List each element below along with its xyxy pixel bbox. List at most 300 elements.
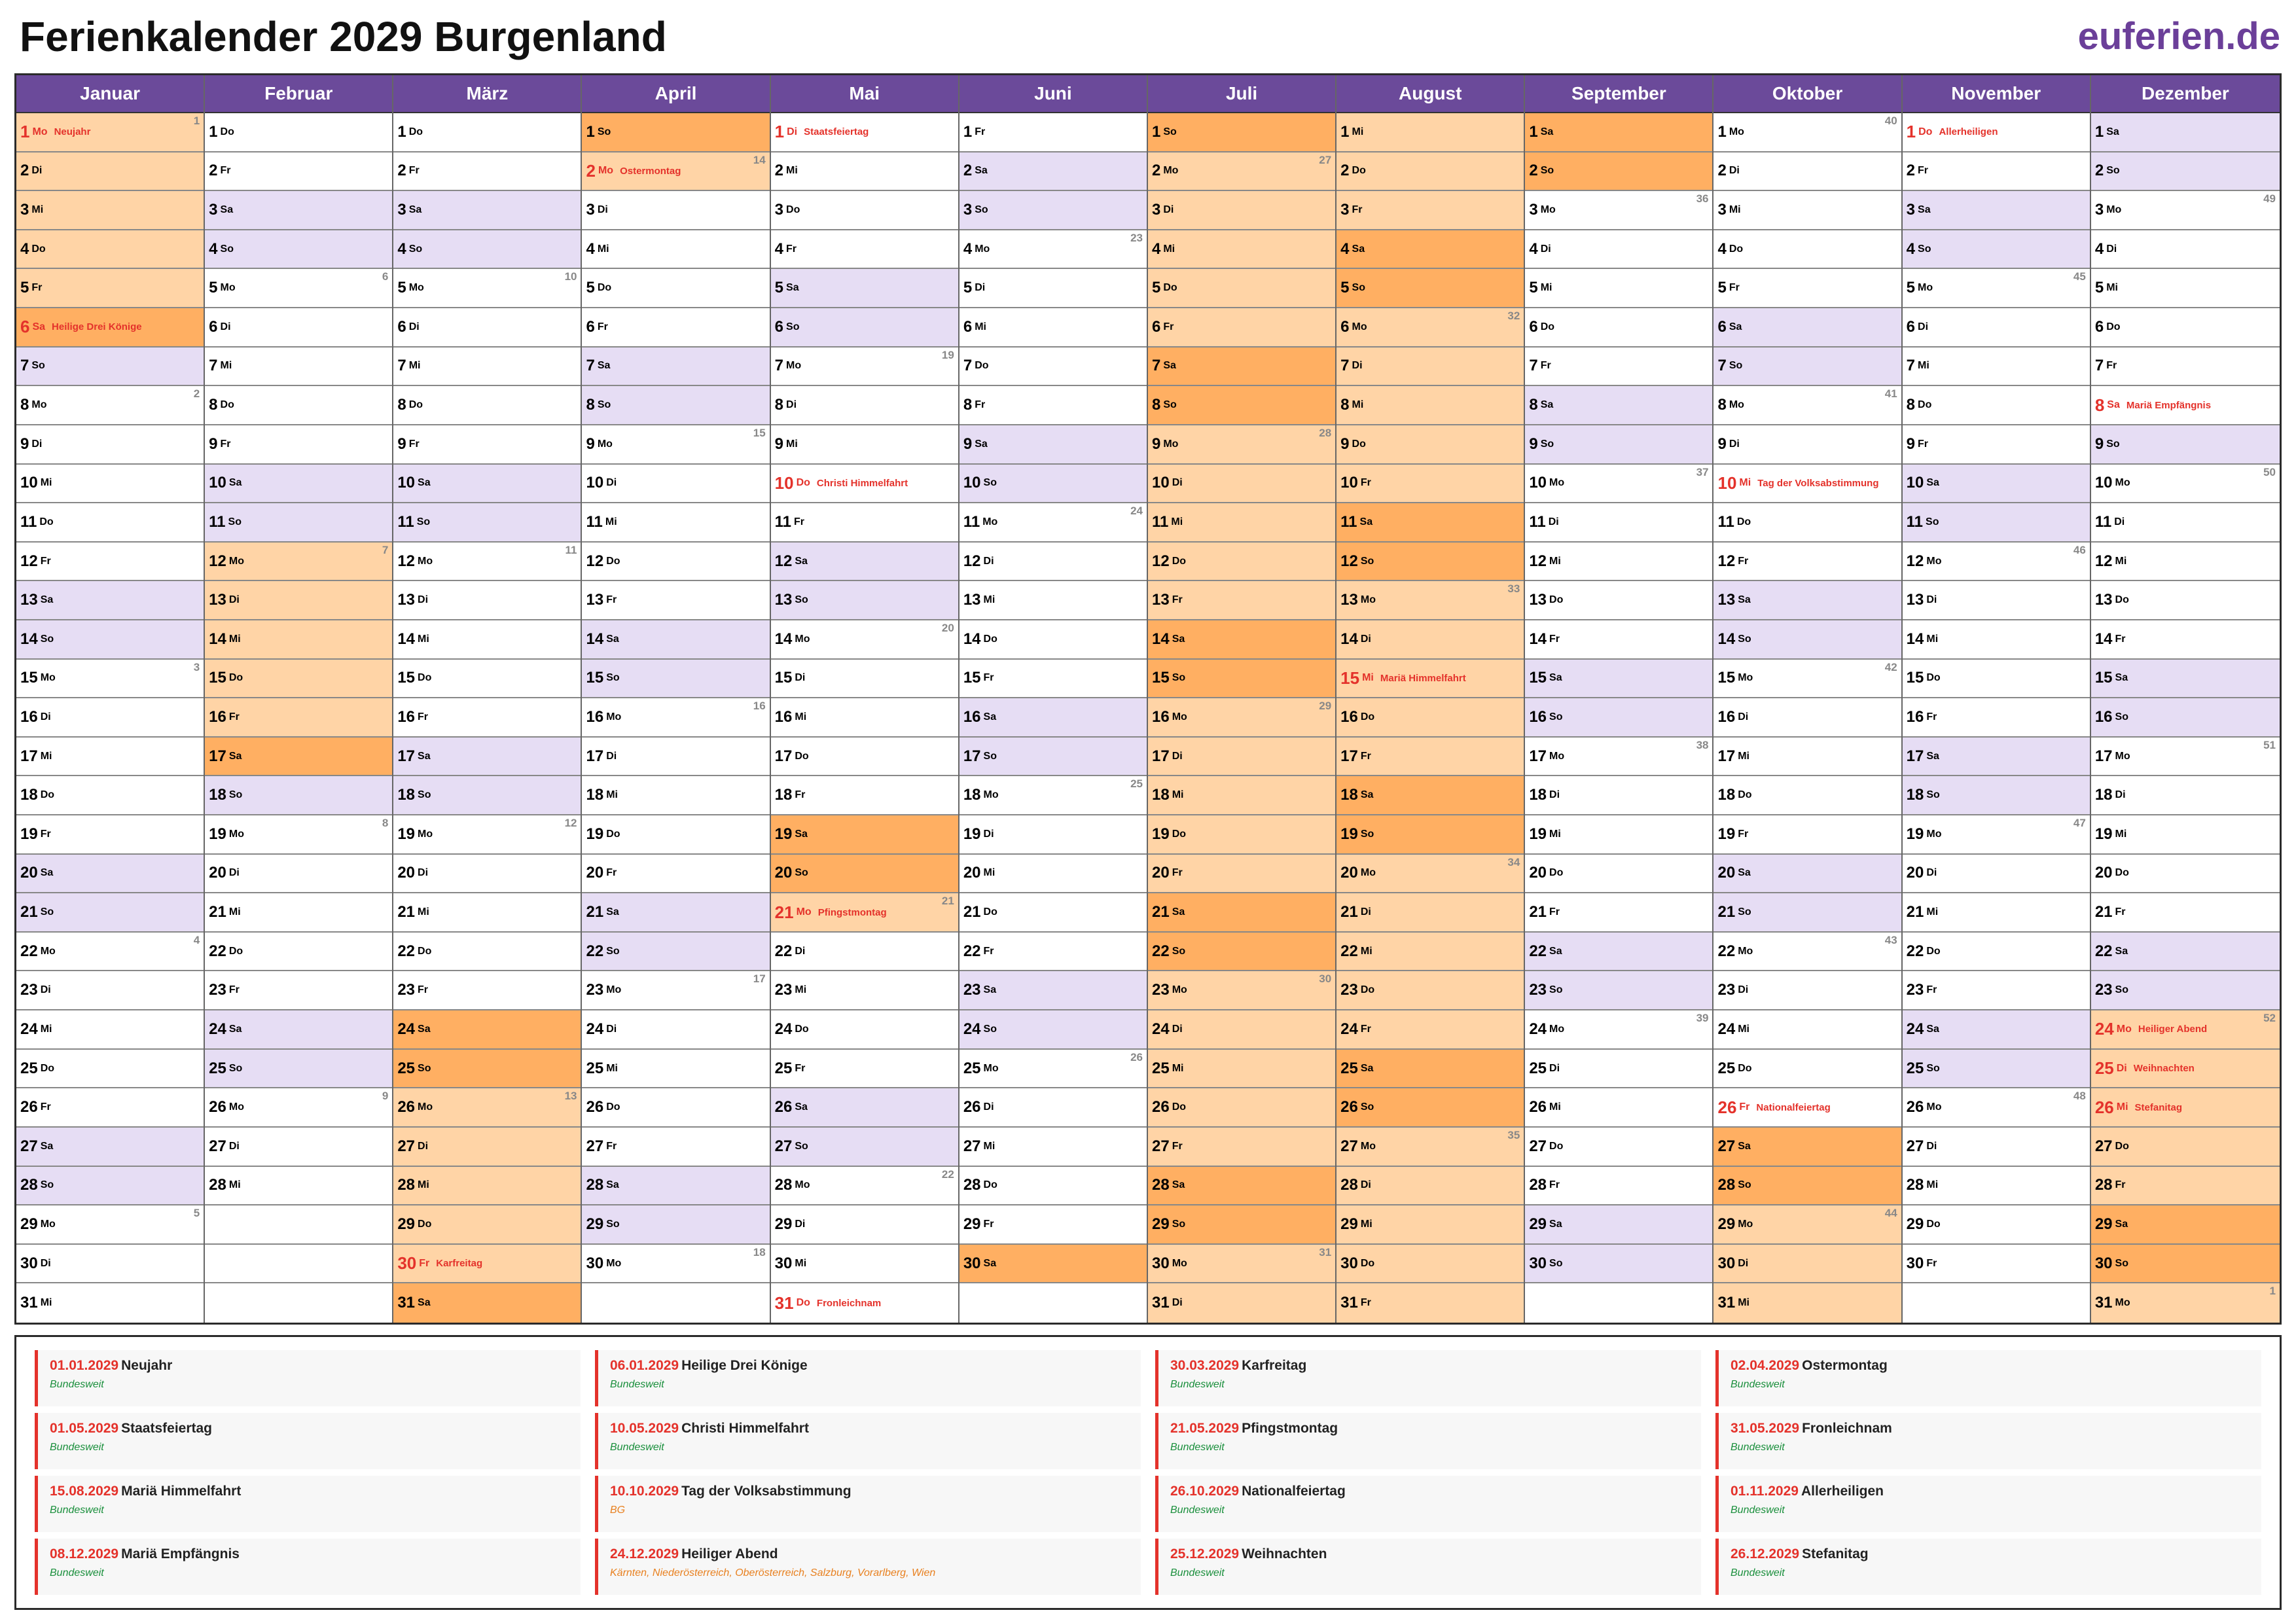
day-cell[interactable] <box>1525 152 1712 192</box>
day-cell[interactable] <box>205 152 392 192</box>
day-cell[interactable] <box>1903 503 2090 543</box>
day-cell[interactable] <box>393 1088 581 1128</box>
day-cell[interactable] <box>771 1283 958 1323</box>
day-cell[interactable] <box>2091 1283 2280 1323</box>
day-cell[interactable] <box>960 698 1147 738</box>
day-cell[interactable] <box>16 738 204 777</box>
day-cell[interactable] <box>1903 230 2090 270</box>
day-cell[interactable] <box>582 893 769 933</box>
day-cell[interactable] <box>2091 425 2280 465</box>
day-cell[interactable] <box>582 191 769 230</box>
day-cell[interactable] <box>2091 893 2280 933</box>
day-cell[interactable] <box>1525 1245 1712 1284</box>
day-cell[interactable] <box>960 1010 1147 1050</box>
day-cell[interactable] <box>2091 1088 2280 1128</box>
day-cell[interactable] <box>1336 465 1524 504</box>
day-cell[interactable] <box>1525 1010 1712 1050</box>
day-cell[interactable] <box>1336 1245 1524 1284</box>
day-cell[interactable] <box>16 1010 204 1050</box>
day-cell[interactable] <box>393 1245 581 1284</box>
day-cell[interactable] <box>393 815 581 855</box>
day-cell[interactable] <box>1525 776 1712 815</box>
day-cell[interactable] <box>16 698 204 738</box>
day-cell[interactable] <box>16 660 204 699</box>
day-cell[interactable] <box>205 933 392 972</box>
day-cell[interactable] <box>1903 269 2090 308</box>
day-cell[interactable] <box>16 933 204 972</box>
day-cell[interactable] <box>2091 1167 2280 1206</box>
day-cell[interactable] <box>1336 738 1524 777</box>
day-cell[interactable] <box>16 1205 204 1245</box>
day-cell[interactable] <box>2091 1128 2280 1167</box>
day-cell[interactable] <box>1148 191 1335 230</box>
day-cell[interactable] <box>16 1167 204 1206</box>
day-cell[interactable] <box>205 581 392 620</box>
day-cell[interactable] <box>2091 776 2280 815</box>
day-cell[interactable] <box>1336 660 1524 699</box>
day-cell[interactable] <box>771 1050 958 1089</box>
day-cell[interactable] <box>205 855 392 894</box>
brand-logo[interactable]: euferien.de <box>2077 15 2280 58</box>
day-cell[interactable] <box>2091 113 2280 152</box>
day-cell[interactable] <box>582 776 769 815</box>
day-cell[interactable] <box>582 543 769 582</box>
day-cell[interactable] <box>582 1088 769 1128</box>
day-cell[interactable] <box>771 893 958 933</box>
day-cell[interactable] <box>1148 230 1335 270</box>
day-cell[interactable] <box>960 660 1147 699</box>
day-cell[interactable] <box>771 660 958 699</box>
day-cell[interactable] <box>16 1283 204 1323</box>
day-cell[interactable] <box>205 660 392 699</box>
day-cell[interactable] <box>393 191 581 230</box>
day-cell[interactable] <box>393 269 581 308</box>
day-cell[interactable] <box>1903 815 2090 855</box>
day-cell[interactable] <box>960 269 1147 308</box>
day-cell[interactable] <box>1336 855 1524 894</box>
day-cell[interactable] <box>393 113 581 152</box>
day-cell[interactable] <box>771 425 958 465</box>
day-cell[interactable] <box>393 1050 581 1089</box>
day-cell[interactable] <box>1148 503 1335 543</box>
day-cell[interactable] <box>1148 1050 1335 1089</box>
day-cell[interactable] <box>393 738 581 777</box>
day-cell[interactable] <box>205 230 392 270</box>
day-cell[interactable] <box>2091 1010 2280 1050</box>
day-cell[interactable] <box>771 503 958 543</box>
day-cell[interactable] <box>1713 738 1901 777</box>
day-cell[interactable] <box>1148 113 1335 152</box>
day-cell[interactable] <box>960 113 1147 152</box>
day-cell[interactable] <box>1903 893 2090 933</box>
day-cell[interactable] <box>205 543 392 582</box>
day-cell[interactable] <box>771 152 958 192</box>
day-cell[interactable] <box>205 1010 392 1050</box>
day-cell[interactable] <box>960 386 1147 425</box>
day-cell[interactable] <box>2091 1050 2280 1089</box>
day-cell[interactable] <box>1903 308 2090 348</box>
day-cell[interactable] <box>960 738 1147 777</box>
day-cell[interactable] <box>205 698 392 738</box>
day-cell[interactable] <box>1713 1128 1901 1167</box>
day-cell[interactable] <box>960 465 1147 504</box>
day-cell[interactable] <box>1525 738 1712 777</box>
day-cell[interactable] <box>1525 191 1712 230</box>
day-cell[interactable] <box>1336 1050 1524 1089</box>
day-cell[interactable] <box>582 230 769 270</box>
day-cell[interactable] <box>1713 1245 1901 1284</box>
day-cell[interactable] <box>771 465 958 504</box>
day-cell[interactable] <box>16 971 204 1010</box>
day-cell[interactable] <box>1148 1283 1335 1323</box>
day-cell[interactable] <box>1525 1205 1712 1245</box>
day-cell[interactable] <box>1713 191 1901 230</box>
day-cell[interactable] <box>393 230 581 270</box>
day-cell[interactable] <box>1525 698 1712 738</box>
day-cell[interactable] <box>960 543 1147 582</box>
day-cell[interactable] <box>2091 348 2280 387</box>
day-cell[interactable] <box>1713 698 1901 738</box>
day-cell[interactable] <box>16 308 204 348</box>
day-cell[interactable] <box>960 230 1147 270</box>
day-cell[interactable] <box>2091 1245 2280 1284</box>
day-cell[interactable] <box>393 971 581 1010</box>
day-cell[interactable] <box>205 113 392 152</box>
day-cell[interactable] <box>1903 465 2090 504</box>
day-cell[interactable] <box>1713 269 1901 308</box>
day-cell[interactable] <box>16 152 204 192</box>
day-cell[interactable] <box>1903 660 2090 699</box>
day-cell[interactable] <box>960 1245 1147 1284</box>
day-cell[interactable] <box>1525 1050 1712 1089</box>
day-cell[interactable] <box>1713 1010 1901 1050</box>
day-cell[interactable] <box>205 191 392 230</box>
day-cell[interactable] <box>205 1128 392 1167</box>
day-cell[interactable] <box>205 269 392 308</box>
day-cell[interactable] <box>1148 815 1335 855</box>
day-cell[interactable] <box>1148 1088 1335 1128</box>
day-cell[interactable] <box>582 465 769 504</box>
day-cell[interactable] <box>1903 1245 2090 1284</box>
day-cell[interactable] <box>1903 1205 2090 1245</box>
day-cell[interactable] <box>771 543 958 582</box>
day-cell[interactable] <box>1713 1283 1901 1323</box>
day-cell[interactable] <box>16 1128 204 1167</box>
day-cell[interactable] <box>1148 776 1335 815</box>
day-cell[interactable] <box>393 1167 581 1206</box>
day-cell[interactable] <box>960 1167 1147 1206</box>
day-cell[interactable] <box>1148 971 1335 1010</box>
day-cell[interactable] <box>960 855 1147 894</box>
day-cell[interactable] <box>205 738 392 777</box>
day-cell[interactable] <box>1336 776 1524 815</box>
day-cell[interactable] <box>582 971 769 1010</box>
day-cell[interactable] <box>393 1128 581 1167</box>
day-cell[interactable] <box>771 738 958 777</box>
day-cell[interactable] <box>2091 503 2280 543</box>
day-cell[interactable] <box>1713 1167 1901 1206</box>
day-cell[interactable] <box>1148 1205 1335 1245</box>
day-cell[interactable] <box>771 230 958 270</box>
day-cell[interactable] <box>1148 269 1335 308</box>
day-cell[interactable] <box>1903 152 2090 192</box>
day-cell[interactable] <box>1148 386 1335 425</box>
day-cell[interactable] <box>1713 425 1901 465</box>
day-cell[interactable] <box>1148 425 1335 465</box>
day-cell[interactable] <box>771 776 958 815</box>
day-cell[interactable] <box>1148 348 1335 387</box>
day-cell[interactable] <box>393 386 581 425</box>
day-cell[interactable] <box>1903 113 2090 152</box>
day-cell[interactable] <box>960 933 1147 972</box>
day-cell[interactable] <box>1148 620 1335 660</box>
day-cell[interactable] <box>1148 1245 1335 1284</box>
day-cell[interactable] <box>2091 308 2280 348</box>
day-cell[interactable] <box>1525 660 1712 699</box>
day-cell[interactable] <box>582 348 769 387</box>
day-cell[interactable] <box>393 698 581 738</box>
day-cell[interactable] <box>582 503 769 543</box>
day-cell[interactable] <box>1148 543 1335 582</box>
day-cell[interactable] <box>771 971 958 1010</box>
day-cell[interactable] <box>771 191 958 230</box>
day-cell[interactable] <box>16 855 204 894</box>
day-cell[interactable] <box>393 1205 581 1245</box>
day-cell[interactable] <box>16 230 204 270</box>
day-cell[interactable] <box>1336 1010 1524 1050</box>
day-cell[interactable] <box>205 776 392 815</box>
day-cell[interactable] <box>16 543 204 582</box>
day-cell[interactable] <box>205 425 392 465</box>
day-cell[interactable] <box>960 815 1147 855</box>
day-cell[interactable] <box>2091 660 2280 699</box>
day-cell[interactable] <box>771 1167 958 1206</box>
day-cell[interactable] <box>1525 581 1712 620</box>
day-cell[interactable] <box>1336 815 1524 855</box>
day-cell[interactable] <box>582 581 769 620</box>
day-cell[interactable] <box>582 1010 769 1050</box>
day-cell[interactable] <box>1525 230 1712 270</box>
day-cell[interactable] <box>1336 1088 1524 1128</box>
day-cell[interactable] <box>960 152 1147 192</box>
day-cell[interactable] <box>1148 855 1335 894</box>
day-cell[interactable] <box>1336 971 1524 1010</box>
day-cell[interactable] <box>771 269 958 308</box>
day-cell[interactable] <box>1713 543 1901 582</box>
day-cell[interactable] <box>1336 386 1524 425</box>
day-cell[interactable] <box>960 348 1147 387</box>
day-cell[interactable] <box>1713 465 1901 504</box>
day-cell[interactable] <box>1148 933 1335 972</box>
day-cell[interactable] <box>771 933 958 972</box>
day-cell[interactable] <box>393 308 581 348</box>
day-cell[interactable] <box>205 893 392 933</box>
day-cell[interactable] <box>205 348 392 387</box>
day-cell[interactable] <box>1713 230 1901 270</box>
day-cell[interactable] <box>1336 543 1524 582</box>
day-cell[interactable] <box>1903 1010 2090 1050</box>
day-cell[interactable] <box>1148 1010 1335 1050</box>
day-cell[interactable] <box>16 269 204 308</box>
day-cell[interactable] <box>393 1010 581 1050</box>
day-cell[interactable] <box>1525 113 1712 152</box>
day-cell[interactable] <box>1713 933 1901 972</box>
day-cell[interactable] <box>771 1205 958 1245</box>
day-cell[interactable] <box>771 308 958 348</box>
day-cell[interactable] <box>2091 543 2280 582</box>
day-cell[interactable] <box>582 1128 769 1167</box>
day-cell[interactable] <box>1148 738 1335 777</box>
day-cell[interactable] <box>205 503 392 543</box>
day-cell[interactable] <box>582 425 769 465</box>
day-cell[interactable] <box>1903 191 2090 230</box>
day-cell[interactable] <box>1525 971 1712 1010</box>
day-cell[interactable] <box>393 465 581 504</box>
day-cell[interactable] <box>205 308 392 348</box>
day-cell[interactable] <box>1903 386 2090 425</box>
day-cell[interactable] <box>2091 386 2280 425</box>
day-cell[interactable] <box>771 1010 958 1050</box>
day-cell[interactable] <box>1903 971 2090 1010</box>
day-cell[interactable] <box>1713 113 1901 152</box>
day-cell[interactable] <box>1336 348 1524 387</box>
day-cell[interactable] <box>1525 933 1712 972</box>
day-cell[interactable] <box>582 620 769 660</box>
day-cell[interactable] <box>16 425 204 465</box>
day-cell[interactable] <box>205 620 392 660</box>
day-cell[interactable] <box>582 1245 769 1284</box>
day-cell[interactable] <box>393 425 581 465</box>
day-cell[interactable] <box>960 893 1147 933</box>
day-cell[interactable] <box>16 386 204 425</box>
day-cell[interactable] <box>16 620 204 660</box>
day-cell[interactable] <box>393 893 581 933</box>
day-cell[interactable] <box>582 933 769 972</box>
day-cell[interactable] <box>1336 1167 1524 1206</box>
day-cell[interactable] <box>582 1050 769 1089</box>
day-cell[interactable] <box>771 855 958 894</box>
day-cell[interactable] <box>1903 738 2090 777</box>
day-cell[interactable] <box>1713 1050 1901 1089</box>
day-cell[interactable] <box>393 933 581 972</box>
day-cell[interactable] <box>1336 269 1524 308</box>
day-cell[interactable] <box>393 660 581 699</box>
day-cell[interactable] <box>393 1283 581 1323</box>
day-cell[interactable] <box>1713 581 1901 620</box>
day-cell[interactable] <box>771 1245 958 1284</box>
day-cell[interactable] <box>1903 698 2090 738</box>
day-cell[interactable] <box>205 386 392 425</box>
day-cell[interactable] <box>1903 855 2090 894</box>
day-cell[interactable] <box>16 776 204 815</box>
day-cell[interactable] <box>1713 893 1901 933</box>
day-cell[interactable] <box>960 620 1147 660</box>
day-cell[interactable] <box>1525 308 1712 348</box>
day-cell[interactable] <box>2091 230 2280 270</box>
day-cell[interactable] <box>1525 348 1712 387</box>
day-cell[interactable] <box>960 1050 1147 1089</box>
day-cell[interactable] <box>2091 465 2280 504</box>
day-cell[interactable] <box>1148 581 1335 620</box>
day-cell[interactable] <box>2091 1205 2280 1245</box>
day-cell[interactable] <box>393 152 581 192</box>
day-cell[interactable] <box>16 893 204 933</box>
day-cell[interactable] <box>393 776 581 815</box>
day-cell[interactable] <box>1525 855 1712 894</box>
day-cell[interactable] <box>205 1050 392 1089</box>
day-cell[interactable] <box>582 738 769 777</box>
day-cell[interactable] <box>1903 620 2090 660</box>
day-cell[interactable] <box>1713 855 1901 894</box>
day-cell[interactable] <box>1525 503 1712 543</box>
day-cell[interactable] <box>393 620 581 660</box>
day-cell[interactable] <box>1903 543 2090 582</box>
day-cell[interactable] <box>1903 776 2090 815</box>
day-cell[interactable] <box>1336 1205 1524 1245</box>
day-cell[interactable] <box>1336 1128 1524 1167</box>
day-cell[interactable] <box>1713 386 1901 425</box>
day-cell[interactable] <box>1713 308 1901 348</box>
day-cell[interactable] <box>1713 348 1901 387</box>
day-cell[interactable] <box>960 581 1147 620</box>
day-cell[interactable] <box>960 308 1147 348</box>
day-cell[interactable] <box>1713 1205 1901 1245</box>
day-cell[interactable] <box>1336 893 1524 933</box>
day-cell[interactable] <box>1903 581 2090 620</box>
day-cell[interactable] <box>582 152 769 192</box>
day-cell[interactable] <box>1903 1167 2090 1206</box>
day-cell[interactable] <box>1903 1050 2090 1089</box>
day-cell[interactable] <box>1525 893 1712 933</box>
day-cell[interactable] <box>1903 348 2090 387</box>
day-cell[interactable] <box>2091 855 2280 894</box>
day-cell[interactable] <box>582 660 769 699</box>
day-cell[interactable] <box>582 1167 769 1206</box>
day-cell[interactable] <box>1525 815 1712 855</box>
day-cell[interactable] <box>582 698 769 738</box>
day-cell[interactable] <box>582 815 769 855</box>
day-cell[interactable] <box>771 620 958 660</box>
day-cell[interactable] <box>960 776 1147 815</box>
day-cell[interactable] <box>1148 698 1335 738</box>
day-cell[interactable] <box>582 1205 769 1245</box>
day-cell[interactable] <box>960 1128 1147 1167</box>
day-cell[interactable] <box>16 191 204 230</box>
day-cell[interactable] <box>1336 620 1524 660</box>
day-cell[interactable] <box>1148 1167 1335 1206</box>
day-cell[interactable] <box>16 1050 204 1089</box>
day-cell[interactable] <box>1148 1128 1335 1167</box>
day-cell[interactable] <box>771 1128 958 1167</box>
day-cell[interactable] <box>1336 503 1524 543</box>
day-cell[interactable] <box>205 465 392 504</box>
day-cell[interactable] <box>582 855 769 894</box>
day-cell[interactable] <box>582 269 769 308</box>
day-cell[interactable] <box>1336 152 1524 192</box>
day-cell[interactable] <box>1336 230 1524 270</box>
day-cell[interactable] <box>2091 738 2280 777</box>
day-cell[interactable] <box>582 308 769 348</box>
day-cell[interactable] <box>1713 152 1901 192</box>
day-cell[interactable] <box>205 1088 392 1128</box>
day-cell[interactable] <box>2091 971 2280 1010</box>
day-cell[interactable] <box>771 698 958 738</box>
day-cell[interactable] <box>960 1088 1147 1128</box>
day-cell[interactable] <box>1336 933 1524 972</box>
day-cell[interactable] <box>771 113 958 152</box>
day-cell[interactable] <box>1713 971 1901 1010</box>
day-cell[interactable] <box>205 1167 392 1206</box>
